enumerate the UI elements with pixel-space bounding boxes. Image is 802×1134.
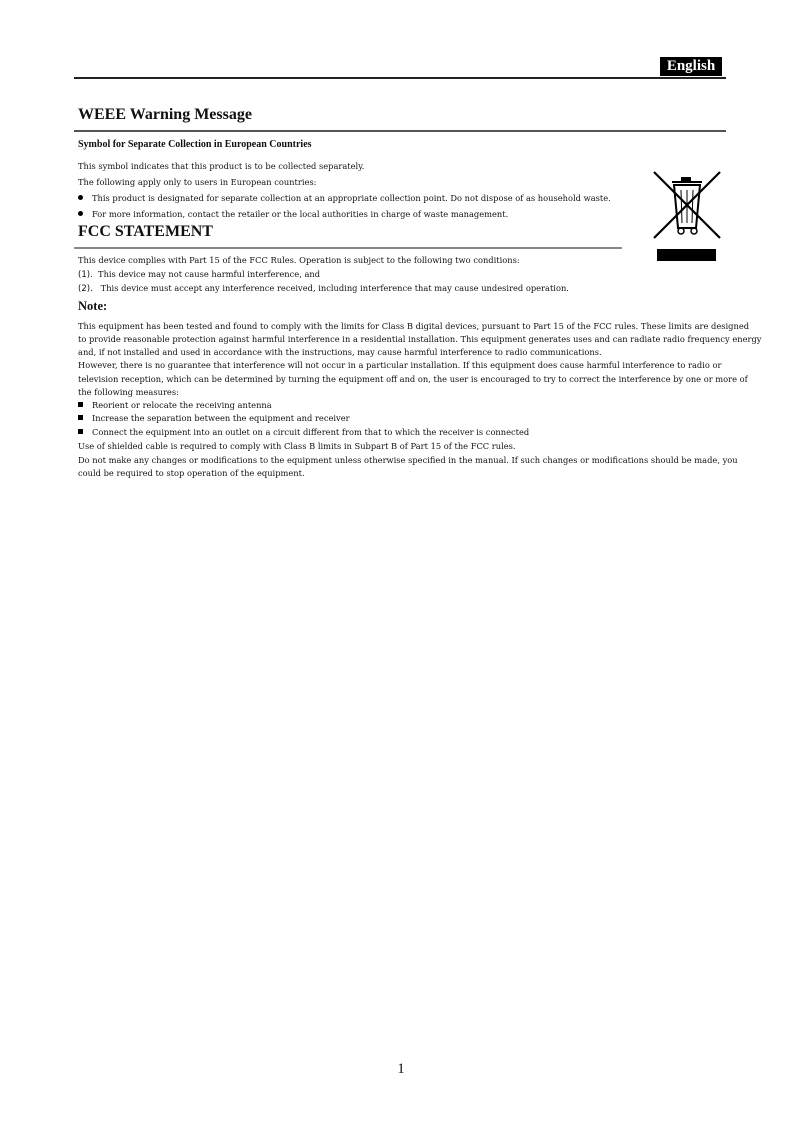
note-line: to provide reasonable protection against harmful interference in a residential installation. This equipment generates uses and can radiate radio frequency energy: [78, 334, 762, 344]
language-badge: English: [660, 57, 722, 76]
weee-paragraph: The following apply only to users in European countries:: [78, 177, 317, 187]
note-line: television reception, which can be determined by turning the equipment off and on, the user is encouraged to try to correct the interference by one or more of: [78, 374, 748, 384]
fcc-condition-text: This device must accept any interference received, including interference that may cause undesired operation.: [100, 283, 569, 293]
measure-text: Connect the equipment into an outlet on a circuit different from that to which the receiver is connected: [92, 427, 530, 437]
closing-line: could be required to stop operation of the equipment.: [78, 468, 305, 478]
note-title: Note:: [78, 299, 108, 313]
measure-item: [78, 426, 529, 438]
closing-line: Do not make any changes or modifications to the equipment unless otherwise specified in the manual. If such changes or modifications should be made, you: [78, 455, 738, 465]
bullet-square-icon: [78, 415, 83, 420]
weee-paragraph: This symbol indicates that this product is to be collected separately.: [78, 161, 365, 171]
weee-bullet-item: [78, 208, 508, 220]
weee-bullet-text: For more information, contact the retailer or the local authorities in charge of waste management.: [92, 209, 509, 219]
header-divider: [74, 77, 726, 79]
page-number: 1: [397, 1061, 405, 1077]
weee-section-title: WEEE Warning Message: [78, 106, 252, 123]
weee-bullet-text: This product is designated for separate collection at an appropriate collection point. Do not dispose of as household waste.: [92, 193, 611, 203]
crossed-out-wheelie-bin-icon: [650, 168, 724, 264]
fcc-condition-number: (1).: [78, 270, 93, 280]
note-line: the following measures:: [78, 387, 179, 397]
fcc-condition-text: This device may not cause harmful interference, and: [98, 269, 321, 279]
measure-item: [78, 412, 350, 424]
weee-subtitle: Symbol for Separate Collection in European Countries: [78, 139, 312, 150]
bullet-square-icon: [78, 429, 83, 434]
note-line: This equipment has been tested and found to comply with the limits for Class B digital devices, pursuant to Part 15 of the FCC rules. These limits are designed: [78, 321, 750, 331]
measure-text: Increase the separation between the equipment and receiver: [92, 413, 350, 423]
note-line: and, if not installed and used in accordance with the instructions, may cause harmful interference to radio communications.: [78, 347, 602, 357]
weee-title-divider: [74, 130, 726, 132]
fcc-condition: [78, 268, 320, 281]
weee-bullet-item: [78, 192, 611, 204]
bullet-dot-icon: [78, 211, 83, 216]
measure-item: [78, 399, 272, 411]
fcc-condition-number: (2).: [78, 284, 93, 294]
measure-text: Reorient or relocate the receiving antenna: [92, 400, 272, 410]
bullet-dot-icon: [78, 195, 83, 200]
closing-line: Use of shielded cable is required to comply with Class B limits in Subpart B of Part 15 of the FCC rules.: [78, 441, 516, 451]
fcc-section-title: FCC STATEMENT: [78, 223, 213, 240]
fcc-intro: This device complies with Part 15 of the FCC Rules. Operation is subject to the following two conditions:: [78, 255, 520, 265]
bullet-square-icon: [78, 402, 83, 407]
note-line: However, there is no guarantee that interference will not occur in a particular installation. If this equipment does cause harmful interference to radio or: [78, 360, 722, 370]
fcc-title-divider: [74, 247, 622, 249]
fcc-condition: [78, 282, 569, 295]
